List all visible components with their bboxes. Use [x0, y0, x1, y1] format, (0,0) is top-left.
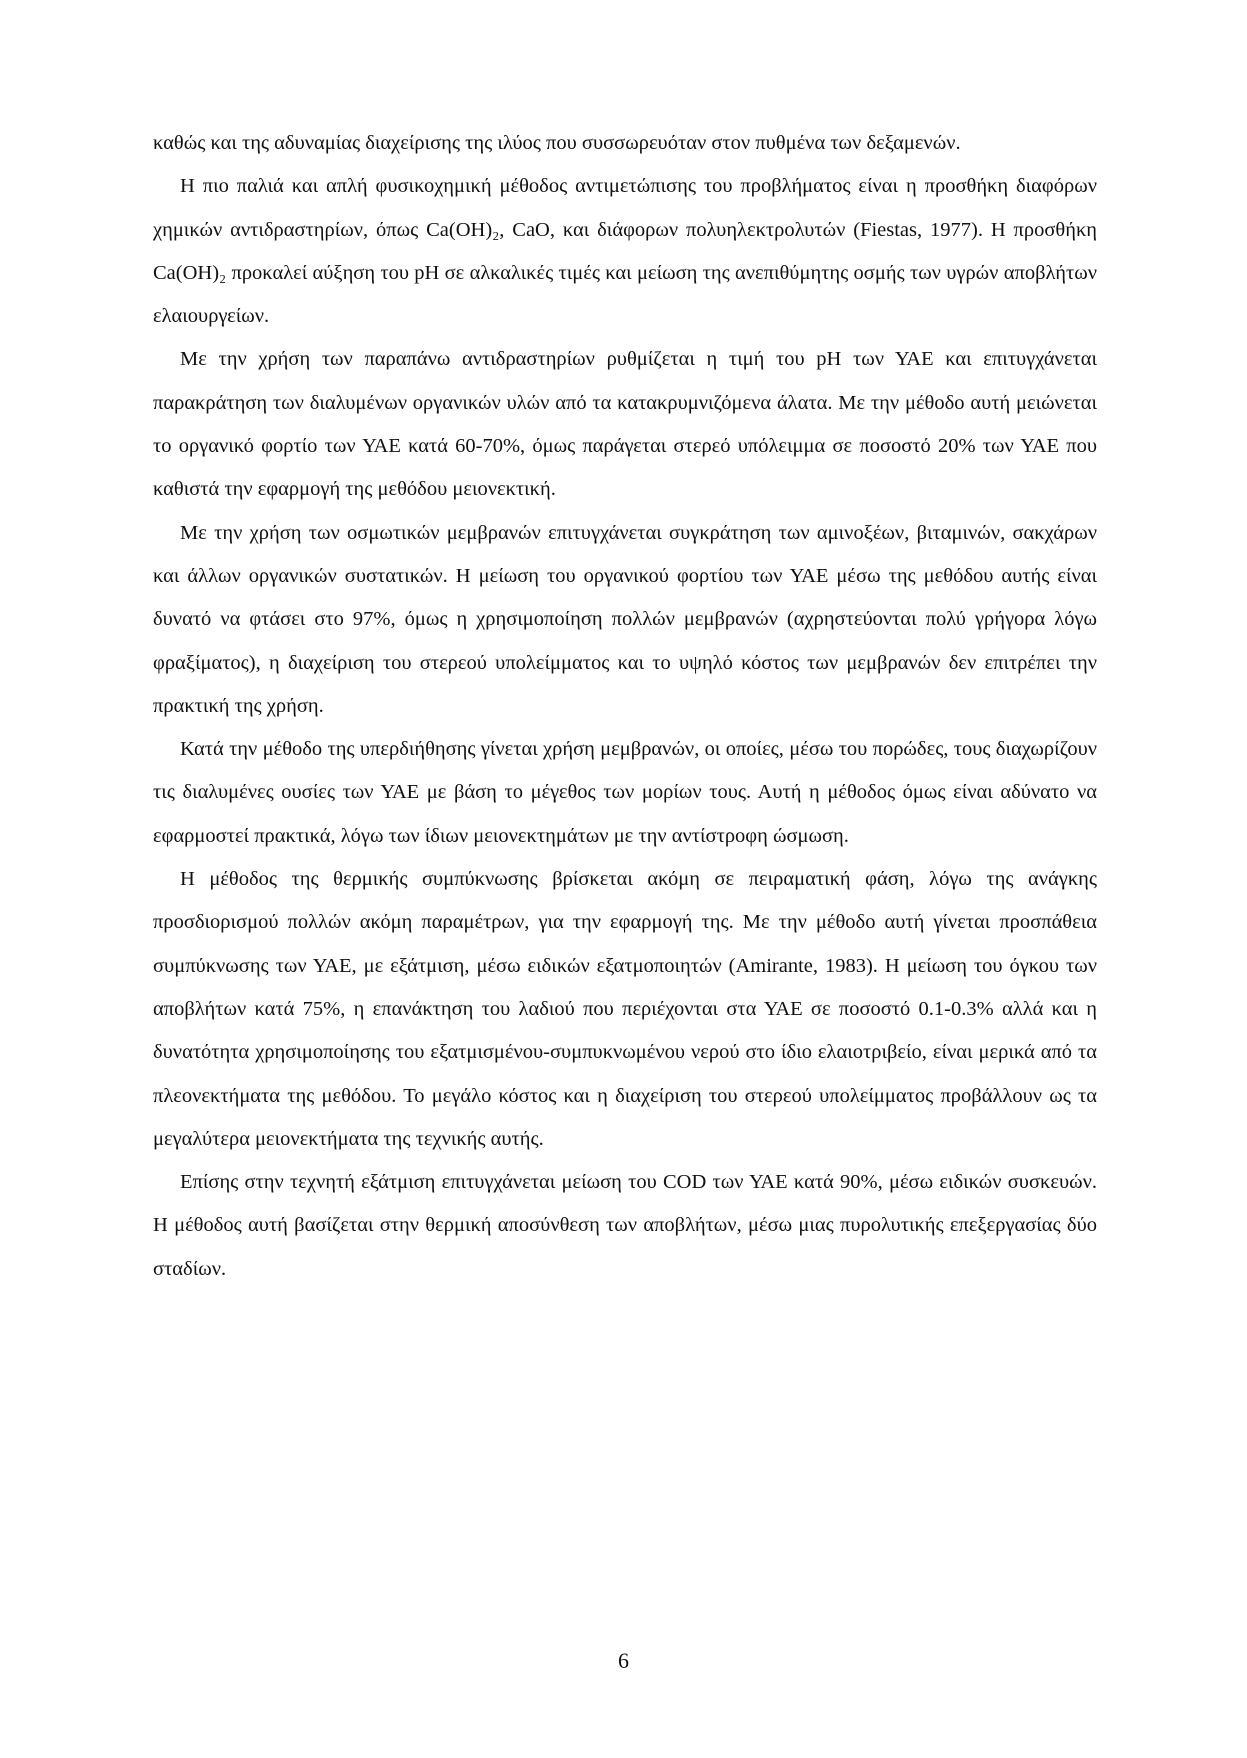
paragraph-1: καθώς και της αδυναμίας διαχείρισης της ιλύος που συσσωρευόταν στον πυθμένα των δεξαμενών. — [153, 132, 961, 154]
paragraph-4: Με την χρήση των οσμωτικών μεμβρανών επιτυγχάνεται συγκράτηση των αμινοξέων, βιταμινών, σακχάρων και άλλων οργανικών συστατικών. Η μείωση του οργανικού φορτίου των ΥΑΕ μέσω της μεθόδου αυτής είναι δυνατό να φτάσει στο 97%, όμως η χρησιμοποίηση πολλών μεμβρανών (αχρηστεύονται πολύ γρήγορα λόγω φραξίματος), η διαχείριση του στερεού υπολείμματος και το υψηλό κόστος των μεμβρανών δεν επιτρέπει την πρακτική της χρήση. — [153, 521, 1097, 717]
paragraph-7: Επίσης στην τεχνητή εξάτμιση επιτυγχάνεται μείωση του COD των ΥΑΕ κατά 90%, μέσω ειδικών συσκευών. Η μέθοδος αυτή βασίζεται στην θερμική αποσύνθεση των αποβλήτων, μέσω μιας πυρολυτικής επεξεργασίας δύο σταδίων. — [153, 1171, 1097, 1280]
paragraph-6: Η μέθοδος της θερμικής συμπύκνωσης βρίσκεται ακόμη σε πειραματική φάση, λόγω της ανάγκης προσδιορισμού πολλών ακόμη παραμέτρων, για την εφαρμογή της. Με την μέθοδο αυτή γίνεται προσπάθεια συμπύκνωσης των ΥΑΕ, με εξάτμιση, μέσω ειδικών εξατμοποιητών (Amirante, 1983). Η μείωση του όγκου των αποβλήτων κατά 75%, η επανάκτηση του λαδιού που περιέχονται στα ΥΑΕ σε ποσοστό 0.1-0.3% αλλά και η δυνατότητα χρησιμοποίησης του εξατμισμένου-συμπυκνωμένου νερού στο ίδιο ελαιοτριβείο, είναι μερικά από τα πλεονεκτήματα της μεθόδου. Το μεγάλο κόστος και η διαχείριση του στερεού υπολείμματος προβάλλουν ως τα μεγαλύτερα μειονεκτήματα της τεχνικής αυτής. — [153, 868, 1097, 1150]
body-text — [153, 122, 1097, 1291]
paragraph-2: Η πιο παλιά και απλή φυσικοχημική μέθοδος αντιμετώπισης του προβλήματος είναι η προσθήκη διαφόρων χημικών αντιδραστηρίων, όπως Ca(OH)₂, CaO, και διάφορων πολυηλεκτρολυτών (Fiestas, 1977). Η προσθήκη Ca(OH)₂ προκαλεί αύξηση του pH σε αλκαλικές τιμές και μείωση της ανεπιθύμητης οσμής των υγρών αποβλήτων ελαιουργείων. — [153, 175, 1097, 328]
page-number: 6 — [618, 1648, 629, 1673]
paragraph-5: Κατά την μέθοδο της υπερδιήθησης γίνεται χρήση μεμβρανών, οι οποίες, μέσω του πορώδες, τους διαχωρίζουν τις διαλυμένες ουσίες των ΥΑΕ με βάση το μέγεθος των μορίων τους. Αυτή η μέθοδος όμως είναι αδύνατο να εφαρμοστεί πρακτικά, λόγω των ίδιων μειονεκτημάτων με την αντίστροφη ώσμωση. — [153, 738, 1097, 847]
paragraph-3: Με την χρήση των παραπάνω αντιδραστηρίων ρυθμίζεται η τιμή του pH των ΥΑΕ και επιτυγχάνεται παρακράτηση των διαλυμένων οργανικών υλών από τα κατακρυμνιζόμενα άλατα. Με την μέθοδο αυτή μειώνεται το οργανικό φορτίο των ΥΑΕ κατά 60-70%, όμως παράγεται στερεό υπόλειμμα σε ποσοστό 20% των ΥΑΕ που καθιστά την εφαρμογή της μεθόδου μειονεκτική. — [153, 348, 1097, 501]
